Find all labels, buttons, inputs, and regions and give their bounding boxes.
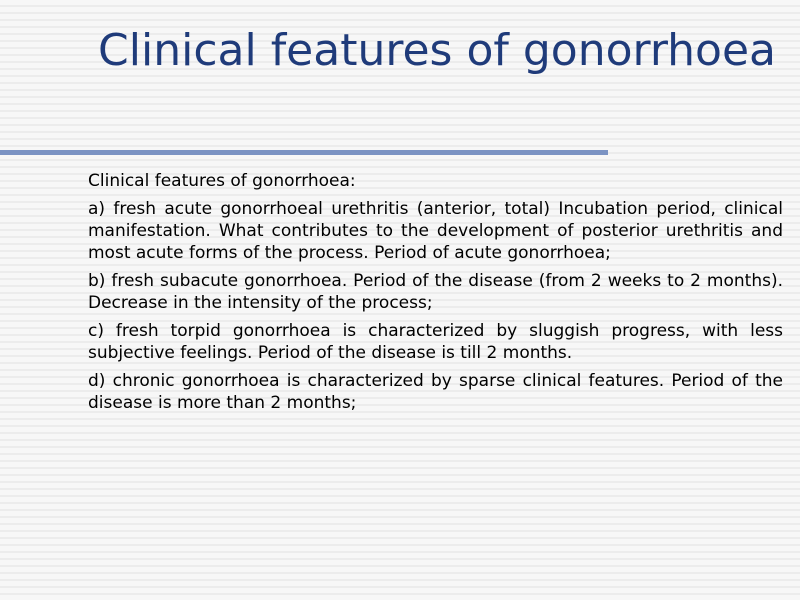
body-heading: Clinical features of gonorrhoea: (88, 171, 356, 191)
body-paragraph-d: d) chronic gonorrhoea is characterized by sparse clinical features. Period of the disease is more than 2 months; (88, 371, 783, 413)
slide-title: Clinical features of gonorrhoea (98, 25, 776, 76)
slide-body (88, 170, 783, 420)
body-paragraph-c: c) fresh torpid gonorrhoea is characterized by sluggish progress, with less subjective feelings. Period of the disease is till 2 months. (88, 321, 783, 363)
body-paragraph-b: b) fresh subacute gonorrhoea. Period of the disease (from 2 weeks to 2 months). Decrease in the intensity of the process; (88, 271, 783, 313)
body-paragraph-a: a) fresh acute gonorrhoeal urethritis (anterior, total) Incubation period, clinical manifestation. What contributes to the development of posterior urethritis and most acute forms of the process. Period of acute gonorrhoea; (88, 199, 783, 263)
title-divider (0, 150, 608, 155)
